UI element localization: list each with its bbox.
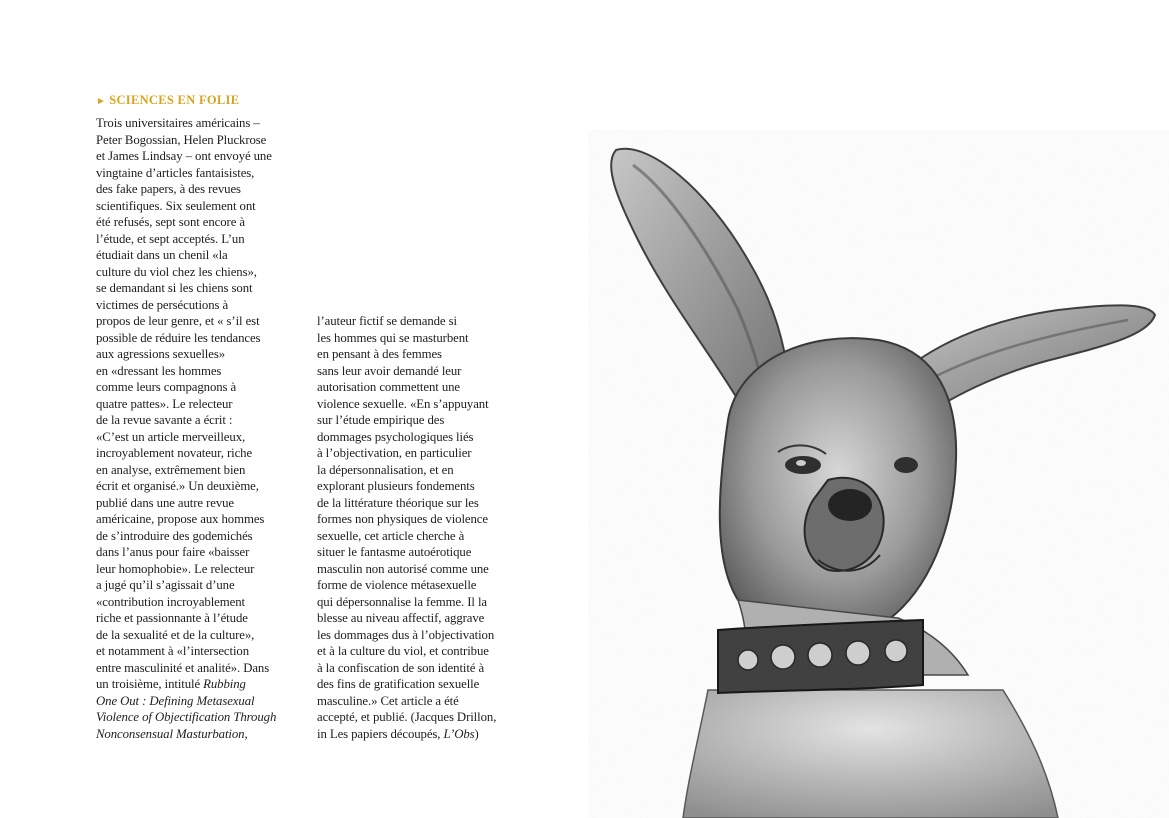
text-segment: a jugé qu’il s’agissait d’une <box>96 578 235 592</box>
text-segment: un troisième, intitulé <box>96 677 204 691</box>
text-line <box>96 313 296 330</box>
text-line <box>96 610 296 627</box>
text-segment: à l’objectivation, en particulier <box>317 446 472 460</box>
text-segment: formes non physiques de violence <box>317 512 488 526</box>
text-segment: Peter Bogossian, Helen Pluckrose <box>96 132 267 147</box>
text-segment: sexuelle, cet article cherche à <box>317 528 465 543</box>
text-line <box>317 726 522 743</box>
text-segment: dommages psychologiques liés <box>317 429 474 444</box>
text-segment: de s’introduire des godemichés <box>96 528 253 543</box>
text-line <box>96 115 296 132</box>
text-segment: et notamment à «l’intersection <box>96 644 249 658</box>
text-line <box>96 264 296 281</box>
text-segment: publié dans une autre revue <box>96 495 235 510</box>
text-line <box>317 330 522 347</box>
text-line <box>96 726 296 743</box>
text-segment: propos de leur genre, et « s’il est <box>96 314 260 328</box>
text-segment: scientifiques. Six seulement ont <box>96 198 256 213</box>
text-segment: ) <box>474 726 479 741</box>
text-segment: masculin non autorisé comme une <box>317 561 489 576</box>
text-segment: entre masculinité et analité». Dans <box>96 660 270 675</box>
text-line <box>317 313 522 330</box>
text-line <box>317 676 522 693</box>
text-segment: possible de réduire les tendances <box>96 330 261 345</box>
text-line <box>317 412 522 429</box>
text-line <box>96 528 296 545</box>
text-segment: les dommages dus à l’objectivation <box>317 627 495 642</box>
text-line <box>96 247 296 264</box>
text-segment: riche et passionnante à l’étude <box>96 611 248 625</box>
text-line <box>96 198 296 215</box>
text-line <box>317 346 522 363</box>
text-line <box>317 478 522 495</box>
text-line <box>96 297 296 314</box>
italic-title-segment: Nonconsensual Masturbation <box>96 726 245 741</box>
text-line <box>317 594 522 611</box>
text-segment: masculine.» Cet article a été <box>317 693 459 708</box>
text-segment: qui dépersonnalise la femme. Il la <box>317 594 488 609</box>
text-segment: la dépersonnalisation, et en <box>317 462 454 477</box>
text-line <box>96 280 296 297</box>
text-line <box>317 511 522 528</box>
text-segment: été refusés, sept sont encore à <box>96 215 245 229</box>
text-segment: des fake papers, à des revues <box>96 182 241 196</box>
text-segment: écrit et organisé.» Un deuxième, <box>96 479 259 493</box>
text-segment: violence sexuelle. «En s’appuyant <box>317 396 489 411</box>
text-segment: situer le fantasme autoérotique <box>317 545 472 559</box>
text-line <box>96 429 296 446</box>
text-segment: l’étude, et sept acceptés. L’un <box>96 231 245 246</box>
text-segment: forme de violence métasexuelle <box>317 578 477 592</box>
text-line <box>96 577 296 594</box>
italic-title-segment: Violence of Objectification Through <box>96 710 277 724</box>
text-line <box>96 214 296 231</box>
text-line <box>96 660 296 677</box>
text-line <box>96 693 296 710</box>
text-segment: en analyse, extrêmement bien <box>96 462 246 477</box>
text-line <box>96 462 296 479</box>
text-segment: incroyablement novateur, riche <box>96 446 253 460</box>
text-line <box>317 577 522 594</box>
text-line <box>317 396 522 413</box>
text-line <box>317 693 522 710</box>
text-line <box>96 676 296 693</box>
text-line <box>96 231 296 248</box>
text-line <box>96 132 296 149</box>
text-segment: «contribution incroyablement <box>96 594 245 609</box>
text-line <box>96 396 296 413</box>
section-title: SCIENCES EN FOLIE <box>109 93 240 107</box>
text-line <box>317 561 522 578</box>
text-segment: leur homophobie». Le relecteur <box>96 561 255 576</box>
text-line <box>96 709 296 726</box>
text-segment: sur l’étude empirique des <box>317 413 445 427</box>
text-segment: américaine, propose aux hommes <box>96 512 265 526</box>
text-line <box>317 379 522 396</box>
text-line <box>96 478 296 495</box>
text-segment: l’auteur fictif se demande si <box>317 314 457 328</box>
text-segment: et à la culture du viol, et contribue <box>317 644 489 658</box>
text-line <box>96 643 296 660</box>
text-segment: culture du viol chez les chiens», <box>96 264 257 279</box>
text-line <box>317 709 522 726</box>
text-segment: de la revue savante a écrit : <box>96 413 233 427</box>
text-line <box>96 544 296 561</box>
text-line <box>317 610 522 627</box>
text-line <box>317 627 522 644</box>
text-segment: les hommes qui se masturbent <box>317 330 469 345</box>
text-segment: et James Lindsay – ont envoyé une <box>96 149 272 163</box>
text-segment: autorisation commettent une <box>317 380 461 394</box>
text-segment: se demandant si les chiens sont <box>96 281 253 295</box>
italic-title-segment: Rubbing <box>203 677 246 691</box>
text-segment: «C’est un article merveilleux, <box>96 429 246 444</box>
text-segment: en pensant à des femmes <box>317 347 442 361</box>
article-column-1 <box>96 115 296 742</box>
text-segment: étudiait dans un chenil «la <box>96 248 228 262</box>
text-segment: accepté, et publié. (Jacques Drillon, <box>317 710 497 724</box>
text-segment: de la littérature théorique sur les <box>317 495 479 510</box>
text-line <box>96 181 296 198</box>
text-line <box>96 346 296 363</box>
text-segment: en «dressant les hommes <box>96 363 222 378</box>
text-line <box>96 627 296 644</box>
section-heading <box>96 93 239 108</box>
text-segment: , <box>244 726 248 741</box>
text-segment: comme leurs compagnons à <box>96 380 237 394</box>
text-segment: aux agressions sexuelles» <box>96 347 225 361</box>
text-line <box>317 544 522 561</box>
triangle-marker-icon: ► <box>96 96 107 107</box>
text-segment: vingtaine d’articles fantaisistes, <box>96 165 255 180</box>
text-line <box>96 363 296 380</box>
text-line <box>96 445 296 462</box>
text-line <box>96 412 296 429</box>
italic-title-segment: One Out : Defining Metasexual <box>96 693 255 708</box>
text-segment: explorant plusieurs fondements <box>317 479 475 493</box>
text-line <box>96 495 296 512</box>
text-segment: victimes de persécutions à <box>96 297 229 312</box>
text-segment: sans leur avoir demandé leur <box>317 363 462 378</box>
text-line <box>317 445 522 462</box>
italic-title-segment: L’Obs <box>443 726 475 741</box>
text-segment: des fins de gratification sexuelle <box>317 677 480 691</box>
text-segment: de la sexualité et de la culture», <box>96 627 255 642</box>
text-line <box>317 363 522 380</box>
text-segment: quatre pattes». Le relecteur <box>96 396 233 411</box>
text-segment: dans l’anus pour faire «baisser <box>96 545 250 559</box>
text-line <box>317 660 522 677</box>
text-line <box>96 594 296 611</box>
text-line <box>317 429 522 446</box>
text-line <box>317 528 522 545</box>
text-line <box>317 462 522 479</box>
text-segment: à la confiscation de son identité à <box>317 660 485 675</box>
text-segment: in Les papiers découpés, <box>317 726 444 741</box>
text-segment: Trois universitaires américains – <box>96 116 260 130</box>
text-segment: blesse au niveau affectif, aggrave <box>317 611 485 625</box>
text-line <box>96 561 296 578</box>
text-line <box>96 330 296 347</box>
text-line <box>96 148 296 165</box>
text-line <box>317 643 522 660</box>
text-line <box>317 495 522 512</box>
text-line <box>96 379 296 396</box>
text-line <box>96 165 296 182</box>
text-line <box>96 511 296 528</box>
article-column-2 <box>317 313 522 742</box>
rabbit-eared-dog-drawing-icon <box>588 130 1169 818</box>
